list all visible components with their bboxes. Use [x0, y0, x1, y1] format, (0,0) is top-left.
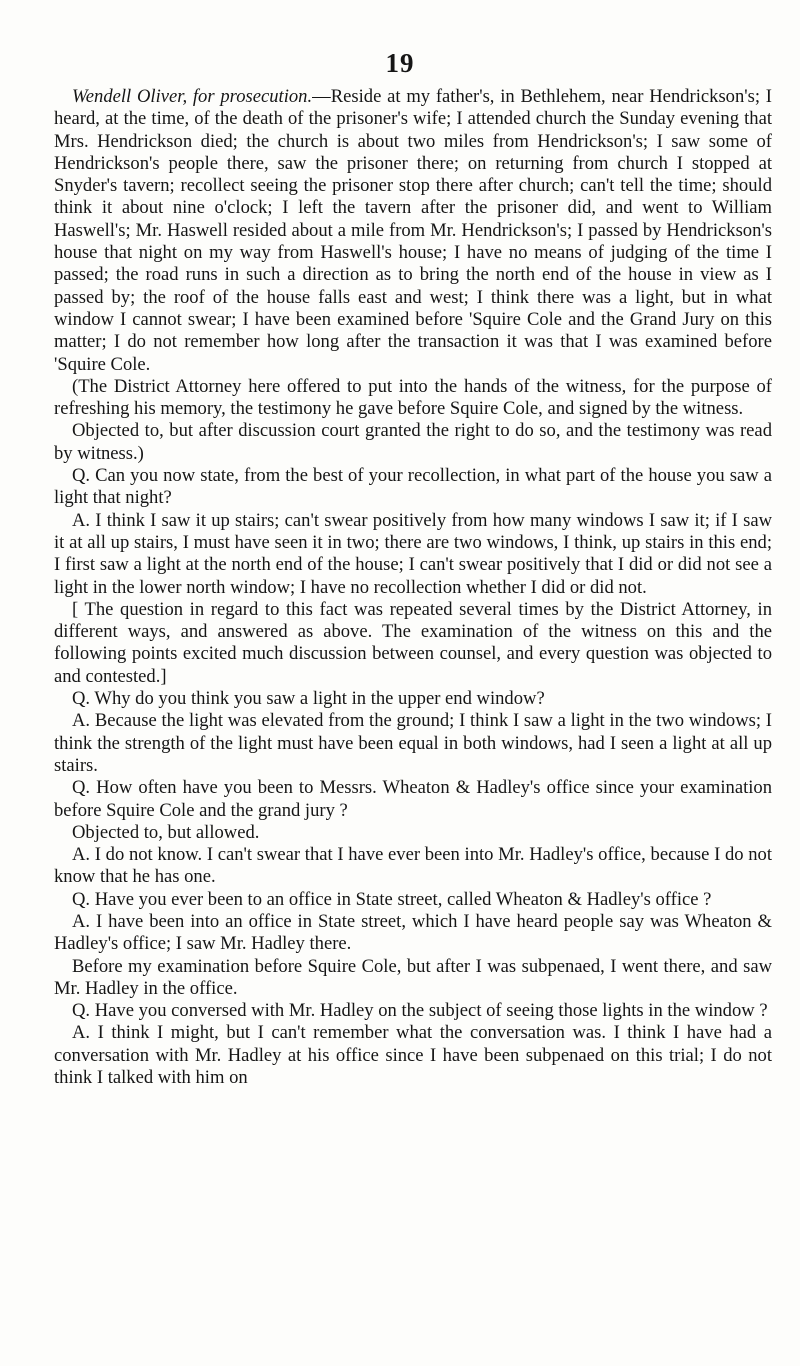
answer: A. I think I might, but I can't remember what the conversation was. I think I have had a conversation with Mr. Hadley at his office since I have been subpenaed on this trial; I do not think I talked with him on [54, 1022, 772, 1089]
question: Q. Why do you think you saw a light in the upper end window? [72, 688, 545, 710]
answer: A. Because the light was elevated from the ground; I think I saw a light in the two windows; I think the strength of the light must have been equal in both windows, had I seen a light at all up stairs. [54, 710, 772, 776]
paragraph: Objected to, but after discussion court granted the right to do so, and the testimony was read by witness.) [54, 420, 772, 464]
question: Q. Can you now state, from the best of your recollection, in what part of the house you saw a light that night? [54, 465, 772, 509]
paragraph [54, 86, 772, 376]
page-number: 19 [385, 48, 415, 78]
paragraph: [ The question in regard to this fact was repeated several times by the District Attorney, in different ways, and answered as above. The examination of the witness on this and the following points excited much discussion between counsel, and every question was objected to and contested.] [54, 598, 772, 687]
question: Q. Have you conversed with Mr. Hadley on the subject of seeing those lights in the window ? [72, 1000, 768, 1022]
witness-name: Wendell Oliver, for prosecution. [72, 86, 313, 107]
paragraph: Objected to, but allowed. [72, 821, 260, 843]
question: Q. Have you ever been to an office in State street, called Wheaton & Hadley's office ? [72, 888, 712, 910]
document-body [54, 86, 772, 1089]
answer: A. I have been into an office in State street, which I have heard people say was Wheaton & Hadley's office; I saw Mr. Hadley there. [54, 910, 772, 955]
paragraph-text: —Reside at my father's, in Bethlehem, near Hendrickson's; I heard, at the time, of the death of the prisoner's wife; I attended church the Sunday evening that Mrs. Hendrickson died; the church is about two miles from Hendrickson's; I saw some of Hendrickson's people there, saw the prisoner there; on returning from church I stopped at Snyder's tavern; recollect seeing the prisoner stop there after church; can't tell the time; should think it about nine o'clock; I left the tavern after the prisoner did, and went to William Haswell's; Mr. Haswell resided about a mile from Mr. Hendrickson's; I passed by Hendrickson's house that night on my way from Haswell's house; I have no means of judging of the time I passed; the road runs in such a direction as to bring the north end of the house in view as I passed by; the roof of the house falls east and west; I think there was a light, but in what window I cannot swear; I have been examined before 'Squire Cole and the Grand Jury on this matter; I do not remember how long after the transaction it was that I was examined before 'Squire Cole. [54, 86, 773, 375]
answer: A. I do not know. I can't swear that I have ever been into Mr. Hadley's office, because I do not know that he has one. [54, 844, 772, 888]
paragraph: Before my examination before Squire Cole, but after I was subpenaed, I went there, and saw Mr. Hadley in the office. [54, 955, 772, 999]
question: Q. How often have you been to Messrs. Wheaton & Hadley's office since your examination before Squire Cole and the grand jury ? [54, 777, 772, 821]
paragraph: (The District Attorney here offered to put into the hands of the witness, for the purpose of refreshing his memory, the testimony he gave before Squire Cole, and signed by the witness. [54, 375, 772, 420]
answer: A. I think I saw it up stairs; can't swear positively from how many windows I saw it; if I saw it at all up stairs, I must have seen it in two; there are two windows, I think, up stairs in this end; I first saw a light at the north end of the house; I can't swear positively that I did or did not see a light in the lower north window; I have no recollection whether I did or did not. [54, 509, 772, 598]
